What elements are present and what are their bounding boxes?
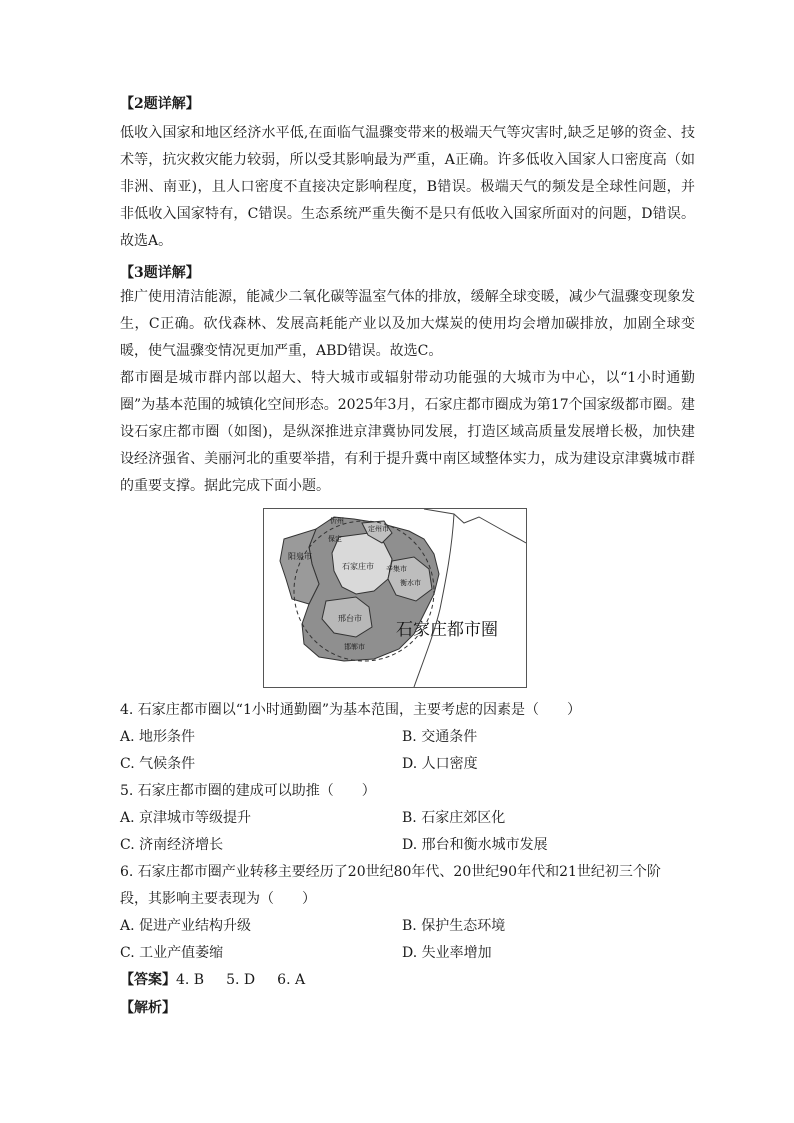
metro-map [263, 508, 527, 688]
label-handan: 邯郸市 [344, 643, 365, 651]
q5-option-d: D. 邢台和衡水城市发展 [402, 837, 548, 853]
map-title: 石家庄都市圈 [396, 620, 498, 640]
q6-option-d: D. 失业率增加 [402, 945, 492, 961]
label-shijiazhuang: 石家庄市 [342, 562, 374, 571]
metro-map-graphic [264, 509, 526, 687]
q3-explanation: 推广使用清洁能源，能减少二氧化碳等温室气体的排放，缓解全球变暖，减少气温骤变现象发生，C正确。砍伐森林、发展高耗能产业以及加大煤炭的使用均会增加碳排放，加剧全球变暖，使气温骤变情况更加严重，ABD错误。故选C。 [120, 289, 695, 359]
analysis-heading: 【解析】 [120, 1000, 176, 1016]
answer-line [120, 970, 327, 990]
q4-stem: 4. 石家庄都市圈以“1小时通勤圈”为基本范围，主要考虑的因素是（ ） [120, 702, 582, 718]
q5-option-a: A. 京津城市等级提升 [120, 810, 252, 826]
q5-option-b: B. 石家庄郊区化 [402, 810, 506, 826]
q5-option-c: C. 济南经济增长 [120, 837, 224, 853]
q2-explanation: 低收入国家和地区经济水平低,在面临气温骤变带来的极端天气等灾害时,缺乏足够的资金、技术等，抗灾救灾能力较弱，所以受其影响最为严重，A正确。许多低收入国家人口密度高（如非洲、南亚)，且人口密度不直接决定影响程度，B错误。极端天气的频发是全球性问题，并非低收入国家特有，C错误。生态系统严重失衡不是只有低收入国家所面对的问题，D错误。故选A。 [120, 125, 695, 249]
q6-stem-line1: 6. 石家庄都市圈产业转移主要经历了20世纪80年代、20世纪90年代和21世纪初三个阶 [120, 864, 661, 880]
label-yangquan: 阳泉市 [288, 552, 312, 561]
answer-5: 5. D [226, 972, 256, 988]
q6-option-b: B. 保护生态环境 [402, 918, 506, 934]
q3-heading: 【3题详解】 [120, 265, 200, 281]
label-dingzhou: 定州市 [368, 525, 389, 533]
q6-option-c: C. 工业产值萎缩 [120, 945, 224, 961]
label-hengshui: 衡水市 [400, 579, 421, 587]
q4-option-d: D. 人口密度 [402, 756, 478, 772]
q5-stem: 5. 石家庄都市圈的建成可以助推（ ） [120, 783, 376, 799]
answer-label: 【答案】 [120, 972, 176, 988]
q4-option-c: C. 气候条件 [120, 756, 196, 772]
q6-option-a: A. 促进产业结构升级 [120, 918, 252, 934]
label-xinzhou: 忻州 [330, 517, 344, 525]
label-xingtai: 邢台市 [338, 614, 362, 623]
q6-stem-line2: 段，其影响主要表现为（ ） [120, 891, 316, 907]
label-xinji: 辛集市 [386, 565, 407, 573]
q2-heading: 【2题详解】 [120, 96, 200, 112]
q4-option-a: A. 地形条件 [120, 729, 196, 745]
q4-option-b: B. 交通条件 [402, 729, 478, 745]
metro-intro: 都市圈是城市群内部以超大、特大城市或辐射带动功能强的大城市为中心，以“1小时通勤圈”为基本范围的城镇化空间形态。2025年3月，石家庄都市圈成为第17个国家级都市圈。建设石家庄都市圈（如图)，是纵深推进京津冀协同发展，打造区域高质量发展增长极，加快建设经济强省、美丽河北的重要举措，有利于提升冀中南区域整体实力，成为建设京津冀城市群的重要支撑。据此完成下面小题。 [120, 370, 695, 494]
label-baoding: 保定 [328, 535, 342, 543]
answer-4: 4. B [176, 972, 205, 988]
answer-6: 6. A [277, 972, 306, 988]
